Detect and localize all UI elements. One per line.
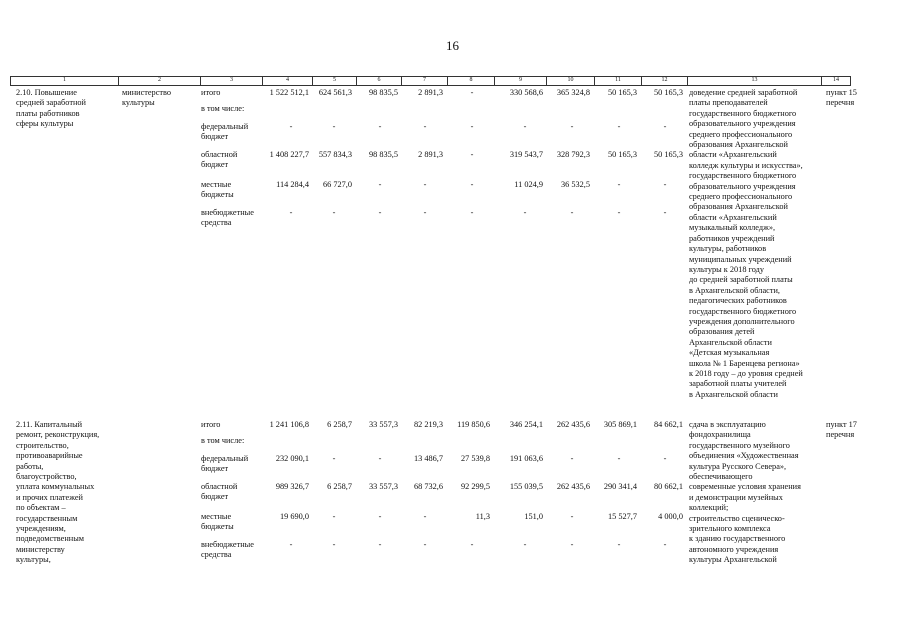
result-text-line: образования детей xyxy=(689,327,755,337)
budget-value: 6 258,7 xyxy=(327,482,352,491)
activity-title-line: культуры, xyxy=(16,555,51,565)
budget-value: 624 561,3 xyxy=(318,88,352,97)
budget-value: - xyxy=(423,208,427,217)
funding-source xyxy=(201,454,248,475)
result-text-line: платы преподавателей xyxy=(689,98,768,108)
result-text-line: работников учреждений xyxy=(689,233,775,243)
budget-value: - xyxy=(289,540,293,549)
budget-value: - xyxy=(470,150,474,159)
result-text-line: колледж культуры и искусства», xyxy=(689,160,803,170)
activity-title-line: ремонт, реконструкция, xyxy=(16,430,100,440)
budget-value: - xyxy=(423,122,427,131)
result-text-line: образовательного учреждения xyxy=(689,119,796,129)
funding-source xyxy=(201,512,234,533)
budget-value: 50 165,3 xyxy=(653,150,683,159)
funding-source-line: внебюджетные xyxy=(201,208,254,217)
executor xyxy=(122,88,171,109)
budget-value: - xyxy=(470,180,474,189)
executor-line: культуры xyxy=(122,98,155,108)
budget-value: - xyxy=(570,540,574,549)
budget-value: - xyxy=(617,208,621,217)
funding-source-line: бюджет xyxy=(201,464,229,474)
result-text-line: среднего профессионального xyxy=(689,192,793,202)
budget-value: - xyxy=(289,208,293,217)
budget-value: 80 662,1 xyxy=(653,482,683,491)
budget-value: - xyxy=(378,208,382,217)
budget-value: - xyxy=(523,208,527,217)
activity-title-line: благоустройство, xyxy=(16,472,77,482)
reference-line: пункт 15 xyxy=(826,88,857,97)
budget-value: 365 324,8 xyxy=(556,88,590,97)
header-column-number: 10 xyxy=(546,76,594,85)
funding-source-line: бюджет xyxy=(201,132,229,142)
funding-source xyxy=(201,122,248,143)
budget-value: - xyxy=(470,88,474,97)
result-text-line: культуры к 2018 году xyxy=(689,264,765,274)
activity-title-line: платы работников xyxy=(16,108,80,118)
budget-value: - xyxy=(663,122,667,131)
result-text-line: школа № 1 Баренцева региона» xyxy=(689,358,800,368)
result-text xyxy=(689,88,803,400)
funding-source-line: федеральный xyxy=(201,454,249,463)
budget-value: - xyxy=(470,208,474,217)
result-text-line: сдача в эксплуатацию xyxy=(689,420,766,429)
budget-value: 15 527,7 xyxy=(607,512,637,521)
activity-title xyxy=(16,88,86,130)
budget-value: 66 727,0 xyxy=(322,180,352,189)
budget-value: - xyxy=(378,540,382,549)
funding-source-line: бюджет xyxy=(201,160,229,170)
result-text-line: к зданию государственного xyxy=(689,534,786,544)
budget-value: - xyxy=(523,540,527,549)
activity-title-line: министерству xyxy=(16,544,65,554)
header-column-number: 12 xyxy=(641,76,687,85)
budget-value: - xyxy=(470,540,474,549)
result-text-line: педагогических работников xyxy=(689,296,787,306)
reference xyxy=(826,88,857,109)
budget-value: - xyxy=(378,512,382,521)
funding-source-line: бюджет xyxy=(201,492,229,502)
funding-source-line: областной xyxy=(201,150,238,159)
budget-value: - xyxy=(423,180,427,189)
funding-source-line: средства xyxy=(201,550,232,560)
funding-source-line: в том числе: xyxy=(201,436,245,445)
result-text xyxy=(689,420,801,566)
funding-source xyxy=(201,104,244,114)
result-text-line: коллекций; xyxy=(689,503,729,513)
funding-source-line: внебюджетные xyxy=(201,540,254,549)
funding-source xyxy=(201,150,237,171)
budget-value: - xyxy=(423,512,427,521)
result-text-line: и демонстрации музейных xyxy=(689,492,783,502)
budget-value: 36 532,5 xyxy=(560,180,590,189)
funding-source xyxy=(201,540,254,561)
header-column-number: 8 xyxy=(447,76,494,85)
budget-value: 4 000,0 xyxy=(658,512,683,521)
result-text-line: до средней заработной платы xyxy=(689,275,793,285)
budget-value: 319 543,7 xyxy=(509,150,543,159)
budget-value: 11 024,9 xyxy=(514,180,543,189)
activity-title xyxy=(16,420,99,566)
result-text-line: муниципальных учреждений xyxy=(689,254,792,264)
activity-title-line: 2.10. Повышение xyxy=(16,88,77,97)
budget-value: 19 690,0 xyxy=(279,512,309,521)
result-text-line: объединения «Художественная xyxy=(689,451,799,461)
funding-source-line: бюджеты xyxy=(201,522,234,532)
result-text-line: фондохранилища xyxy=(689,430,751,440)
budget-value: - xyxy=(663,208,667,217)
funding-source-line: в том числе: xyxy=(201,104,245,113)
header-column-number: 4 xyxy=(262,76,312,85)
funding-source xyxy=(201,420,220,430)
activity-title-line: и прочих платежей xyxy=(16,492,83,502)
budget-value: 13 486,7 xyxy=(413,454,443,463)
budget-value: 155 039,5 xyxy=(509,482,543,491)
budget-value: 82 219,3 xyxy=(413,420,443,429)
activity-title-line: средней заработной xyxy=(16,98,86,108)
budget-value: - xyxy=(523,122,527,131)
result-text-line: в Архангельской области xyxy=(689,389,778,399)
budget-value: 11,3 xyxy=(475,512,490,521)
result-text-line: Архангельской области xyxy=(689,337,772,347)
result-text-line: государственного музейного xyxy=(689,440,790,450)
budget-value: - xyxy=(617,122,621,131)
header-column-number: 11 xyxy=(594,76,641,85)
funding-source xyxy=(201,208,254,229)
budget-value: - xyxy=(332,540,336,549)
budget-value: 1 408 227,7 xyxy=(269,150,309,159)
budget-value: 92 299,5 xyxy=(460,482,490,491)
funding-source-line: бюджеты xyxy=(201,190,234,200)
budget-value: 114 284,4 xyxy=(276,180,309,189)
result-text-line: к 2018 году – до уровня средней xyxy=(689,368,803,378)
budget-value: 2 891,3 xyxy=(418,88,443,97)
result-text-line: области «Архангельский xyxy=(689,212,777,222)
activity-title-line: учреждениям, xyxy=(16,524,66,534)
budget-value: 330 568,6 xyxy=(509,88,543,97)
budget-value: - xyxy=(332,122,336,131)
result-text-line: автономного учреждения xyxy=(689,544,779,554)
result-text-line: зрительного комплекса xyxy=(689,524,771,534)
budget-value: 557 834,3 xyxy=(318,150,352,159)
funding-source-line: федеральный xyxy=(201,122,249,131)
funding-source-line: итого xyxy=(201,88,221,97)
funding-source-line: средства xyxy=(201,218,232,228)
activity-title-line: 2.11. Капитальный xyxy=(16,420,83,429)
budget-value: 84 662,1 xyxy=(653,420,683,429)
budget-value: - xyxy=(332,512,336,521)
reference xyxy=(826,420,857,441)
result-text-line: образования Архангельской xyxy=(689,140,788,150)
result-text-line: современные условия хранения xyxy=(689,482,801,492)
result-text-line: государственного бюджетного xyxy=(689,306,797,316)
funding-source xyxy=(201,436,244,446)
activity-title-line: сферы культуры xyxy=(16,119,74,129)
result-text-line: культуры, работников xyxy=(689,244,767,254)
budget-value: - xyxy=(378,122,382,131)
budget-value: 989 326,7 xyxy=(275,482,309,491)
budget-value: 6 258,7 xyxy=(327,420,352,429)
result-text-line: «Детская музыкальная xyxy=(689,348,770,358)
budget-value: 262 435,6 xyxy=(556,482,590,491)
budget-value: 27 539,8 xyxy=(460,454,490,463)
header-column-number: 14 xyxy=(821,76,851,85)
budget-value: - xyxy=(378,454,382,463)
budget-value: - xyxy=(617,540,621,549)
result-text-line: доведение средней заработной xyxy=(689,88,798,97)
result-text-line: музыкальный колледж», xyxy=(689,223,776,233)
budget-value: 346 254,1 xyxy=(509,420,543,429)
budget-value: 119 850,6 xyxy=(457,420,490,429)
page-number: 16 xyxy=(446,38,459,53)
budget-value: - xyxy=(570,454,574,463)
result-text-line: среднего профессионального xyxy=(689,129,793,139)
activity-title-line: подведомственным xyxy=(16,534,85,544)
activity-title-line: строительство, xyxy=(16,440,69,450)
funding-source-line: областной xyxy=(201,482,238,491)
result-text-line: государственного бюджетного xyxy=(689,108,797,118)
funding-source xyxy=(201,180,234,201)
result-text-line: образования Архангельской xyxy=(689,202,788,212)
budget-value: - xyxy=(378,180,382,189)
result-text-line: учреждения дополнительного xyxy=(689,316,795,326)
budget-value: 2 891,3 xyxy=(418,150,443,159)
reference-line: перечня xyxy=(826,430,855,440)
budget-value: - xyxy=(570,122,574,131)
header-column-number: 6 xyxy=(356,76,401,85)
result-text-line: образовательного учреждения xyxy=(689,181,796,191)
budget-value: - xyxy=(332,208,336,217)
header-bottom-border xyxy=(10,85,851,86)
header-column-number: 7 xyxy=(401,76,447,85)
budget-value: - xyxy=(570,208,574,217)
budget-value: 1 522 512,1 xyxy=(269,88,309,97)
activity-title-line: по объектам – xyxy=(16,503,66,513)
budget-value: 50 165,3 xyxy=(653,88,683,97)
budget-value: - xyxy=(423,540,427,549)
budget-value: 262 435,6 xyxy=(556,420,590,429)
budget-value: 98 835,5 xyxy=(368,88,398,97)
budget-value: 232 090,1 xyxy=(275,454,309,463)
result-text-line: государственного бюджетного xyxy=(689,171,797,181)
funding-source xyxy=(201,482,237,503)
budget-value: - xyxy=(617,454,621,463)
budget-value: 33 557,3 xyxy=(368,420,398,429)
result-text-line: заработной платы учителей xyxy=(689,379,787,389)
funding-source-line: местные xyxy=(201,180,232,189)
budget-value: 151,0 xyxy=(524,512,543,521)
budget-value: - xyxy=(570,512,574,521)
funding-source-line: итого xyxy=(201,420,221,429)
header-column-number: 13 xyxy=(687,76,821,85)
budget-value: 290 341,4 xyxy=(603,482,637,491)
header-column-number: 9 xyxy=(494,76,546,85)
budget-value: - xyxy=(663,180,667,189)
budget-value: - xyxy=(617,180,621,189)
reference-line: пункт 17 xyxy=(826,420,857,429)
activity-title-line: уплата коммунальных xyxy=(16,482,95,492)
result-text-line: строительство сценическо- xyxy=(689,513,785,523)
budget-value: 305 869,1 xyxy=(603,420,637,429)
result-text-line: области «Архангельский xyxy=(689,150,777,160)
budget-value: 191 063,6 xyxy=(509,454,543,463)
budget-value: 68 732,6 xyxy=(413,482,443,491)
budget-value: - xyxy=(332,454,336,463)
result-text-line: культура Русского Севера», xyxy=(689,461,787,471)
executor-line: министерство xyxy=(122,88,172,97)
funding-source xyxy=(201,88,220,98)
reference-line: перечня xyxy=(826,98,855,108)
budget-value: - xyxy=(289,122,293,131)
budget-value: - xyxy=(663,454,667,463)
result-text-line: культуры Архангельской xyxy=(689,555,777,565)
header-column-number: 3 xyxy=(200,76,262,85)
activity-title-line: государственным xyxy=(16,513,78,523)
budget-value: - xyxy=(663,540,667,549)
budget-value: 50 165,3 xyxy=(607,88,637,97)
header-column-number: 1 xyxy=(10,76,118,85)
header-column-number: 5 xyxy=(312,76,356,85)
budget-value: 33 557,3 xyxy=(368,482,398,491)
result-text-line: в Архангельской области, xyxy=(689,285,780,295)
budget-value: 328 792,3 xyxy=(556,150,590,159)
budget-value: 50 165,3 xyxy=(607,150,637,159)
result-text-line: обеспечивающего xyxy=(689,472,753,482)
budget-value: 98 835,5 xyxy=(368,150,398,159)
header-column-number: 2 xyxy=(118,76,200,85)
budget-value: - xyxy=(470,122,474,131)
activity-title-line: работы, xyxy=(16,461,44,471)
funding-source-line: местные xyxy=(201,512,232,521)
budget-value: 1 241 106,8 xyxy=(269,420,309,429)
activity-title-line: противоаварийные xyxy=(16,451,83,461)
